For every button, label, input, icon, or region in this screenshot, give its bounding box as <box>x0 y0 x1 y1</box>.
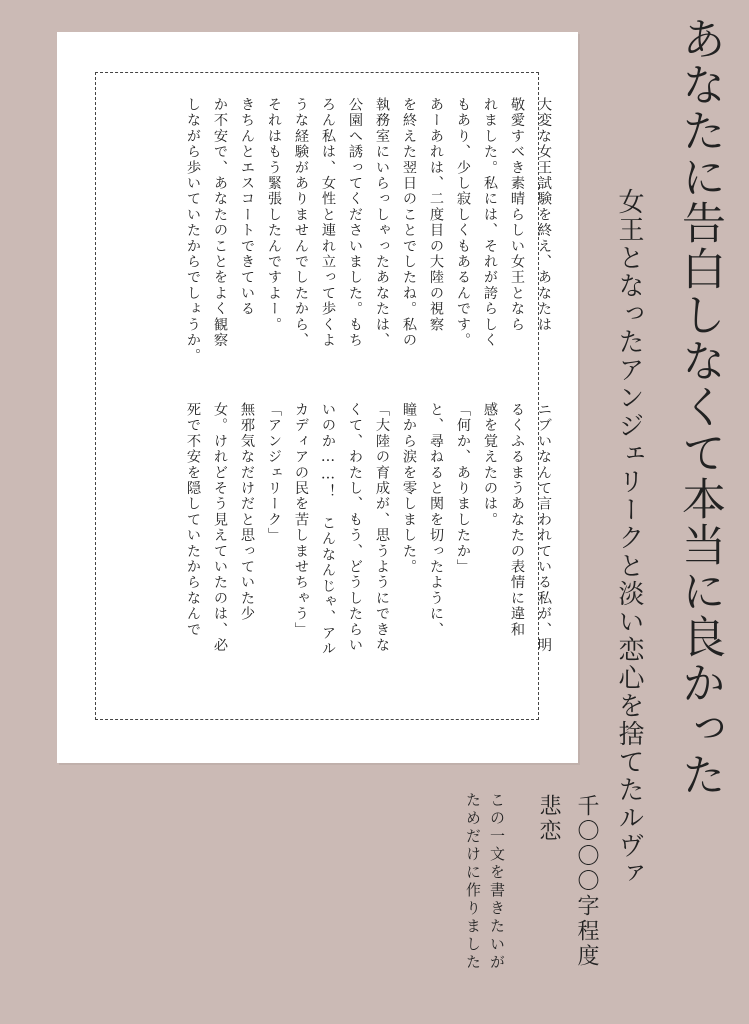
excerpt-line: 執務室にいらっしゃったあなたは、 <box>374 97 390 349</box>
genre-label: 悲恋 <box>536 794 561 844</box>
excerpt-page <box>57 32 578 763</box>
excerpt-line: 瞳から涙を零しました。 <box>401 402 417 575</box>
excerpt-lower-block <box>179 402 557 732</box>
author-note-line: この一文を書きたいが <box>488 792 506 972</box>
excerpt-line: くて、わたし、もう、どうしたらい <box>347 402 363 654</box>
excerpt-line: か不安で、あなたのことをよく観察 <box>212 97 228 349</box>
excerpt-line: 感を覚えたのは。 <box>482 402 498 528</box>
excerpt-line: 「大陸の育成が、思うようにできな <box>374 402 390 654</box>
excerpt-line: しながら歩いていたからでしょうか。 <box>185 97 201 364</box>
excerpt-line: 公園へ誘ってくださいました。もち <box>347 97 363 349</box>
excerpt-line: ニブいなんて言われている私が、明 <box>536 402 552 654</box>
excerpt-line: もあり、少し寂しくもあるんです。 <box>455 97 471 349</box>
excerpt-line: 「アンジェリーク」 <box>266 402 282 544</box>
excerpt-line: るくふるまうあなたの表情に違和 <box>509 402 525 638</box>
author-note <box>461 792 509 972</box>
excerpt-line: うな経験がありませんでしたから、 <box>293 97 309 349</box>
excerpt-line: 死で不安を隠していたからなんで <box>185 402 201 638</box>
excerpt-line: カディアの民を苦しませちゃう」 <box>293 402 309 638</box>
excerpt-line: ろん私は、女性と連れ立って歩くよ <box>320 97 336 349</box>
excerpt-upper-block <box>179 97 557 412</box>
excerpt-line: いのか……！ こんなんじゃ、アル <box>320 402 336 657</box>
excerpt-line: 女。けれどそう見えていたのは、必 <box>212 402 228 654</box>
excerpt-line: れました。私には、それが誇らしく <box>482 97 498 349</box>
excerpt-line: を終えた翌日のことでしたね。私の <box>401 97 417 349</box>
author-note-line: ためだけに作りました <box>464 792 482 972</box>
excerpt-line: 大変な女王試験を終え、あなたは <box>536 97 552 333</box>
excerpt-line: 「何か、ありましたか」 <box>455 402 471 575</box>
length-label: 千〇〇〇字程度 <box>574 794 599 969</box>
excerpt-line: 無邪気なだけだと思っていた少 <box>239 402 255 622</box>
page-title: あなたに告白しなくて本当に良かった <box>674 16 725 798</box>
subtitle: 女王となったアンジェリークと淡い恋心を捨てたルヴァ <box>614 188 644 888</box>
excerpt-line: きちんとエスコートできている <box>239 97 255 317</box>
excerpt-line: あーあれは、二度目の大陸の視察 <box>428 97 444 333</box>
excerpt-line: と、尋ねると関を切ったように、 <box>428 402 444 638</box>
excerpt-line: 敬愛すべき素晴らしい女王となら <box>509 97 525 333</box>
excerpt-line: それはもう緊張したんですよー。 <box>266 97 282 333</box>
